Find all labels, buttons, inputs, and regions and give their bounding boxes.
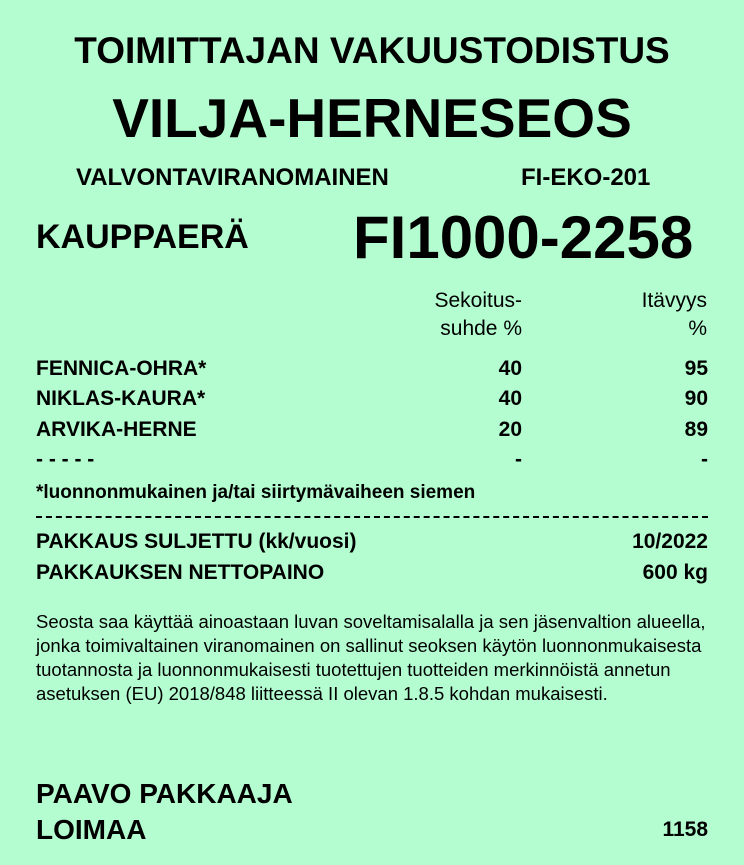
certificate-title: TOIMITTAJAN VAKUUSTODISTUS bbox=[74, 30, 670, 71]
table-row bbox=[36, 387, 708, 415]
row-variety: FENNICA-OHRA* bbox=[36, 357, 207, 380]
lot-number: FI1000-2258 bbox=[353, 204, 694, 271]
row-mix-ratio: - bbox=[515, 448, 522, 471]
packer-code: 1158 bbox=[662, 818, 708, 841]
sealed-value: 10/2022 bbox=[632, 530, 708, 553]
column-header-line: % bbox=[688, 317, 707, 340]
table-row bbox=[36, 357, 708, 385]
sealed-label: PAKKAUS SULJETTU (kk/vuosi) bbox=[36, 530, 357, 553]
usage-notice: Seosta saa käyttää ainoastaan luvan soveltamisalalla ja sen jäsenvaltion alueella, jonka toimivaltainen viranomainen on sallinut seoksen käytön luonnonmukaisesta tuotannosta ja luonnonmukaisesti tuotettujen tuotteiden merkinnöistä annetun asetuksen (EU) 2018/848 liitteessä II olevan 1.8.5 kohdan mukaisesti. bbox=[36, 611, 706, 704]
packer-name: PAAVO PAKKAAJA bbox=[36, 778, 293, 809]
packer-city: LOIMAA bbox=[36, 814, 147, 845]
row-variety: NIKLAS-KAURA* bbox=[36, 387, 206, 410]
table-row bbox=[36, 418, 708, 446]
row-mix-ratio: 40 bbox=[498, 387, 522, 410]
table-row bbox=[36, 448, 708, 476]
column-header-germination bbox=[560, 287, 707, 343]
dashed-divider bbox=[36, 516, 708, 518]
row-germination: 95 bbox=[684, 357, 708, 380]
lot-label: KAUPPAERÄ bbox=[36, 218, 249, 256]
row-variety: - - - - - bbox=[36, 448, 95, 471]
column-header-line: Sekoitus- bbox=[434, 289, 522, 312]
column-header-mix-ratio bbox=[380, 287, 522, 343]
row-germination: - bbox=[701, 448, 708, 471]
row-germination: 90 bbox=[684, 387, 708, 410]
row-mix-ratio: 40 bbox=[498, 357, 522, 380]
row-germination: 89 bbox=[684, 418, 708, 441]
net-weight-value: 600 kg bbox=[642, 561, 708, 584]
column-header-line: suhde % bbox=[440, 317, 522, 340]
organic-footnote: *luonnonmukainen ja/tai siirtymävaiheen siemen bbox=[36, 482, 476, 503]
sealed-row bbox=[36, 530, 708, 558]
packer-block bbox=[36, 776, 293, 848]
authority-code: FI-EKO-201 bbox=[521, 164, 651, 191]
row-variety: ARVIKA-HERNE bbox=[36, 418, 197, 441]
net-weight-label: PAKKAUKSEN NETTOPAINO bbox=[36, 561, 325, 584]
product-name: VILJA-HERNESEOS bbox=[112, 87, 632, 149]
row-mix-ratio: 20 bbox=[498, 418, 522, 441]
column-header-line: Itävyys bbox=[641, 289, 707, 312]
net-weight-row bbox=[36, 561, 708, 589]
authority-label: VALVONTAVIRANOMAINEN bbox=[76, 164, 389, 191]
